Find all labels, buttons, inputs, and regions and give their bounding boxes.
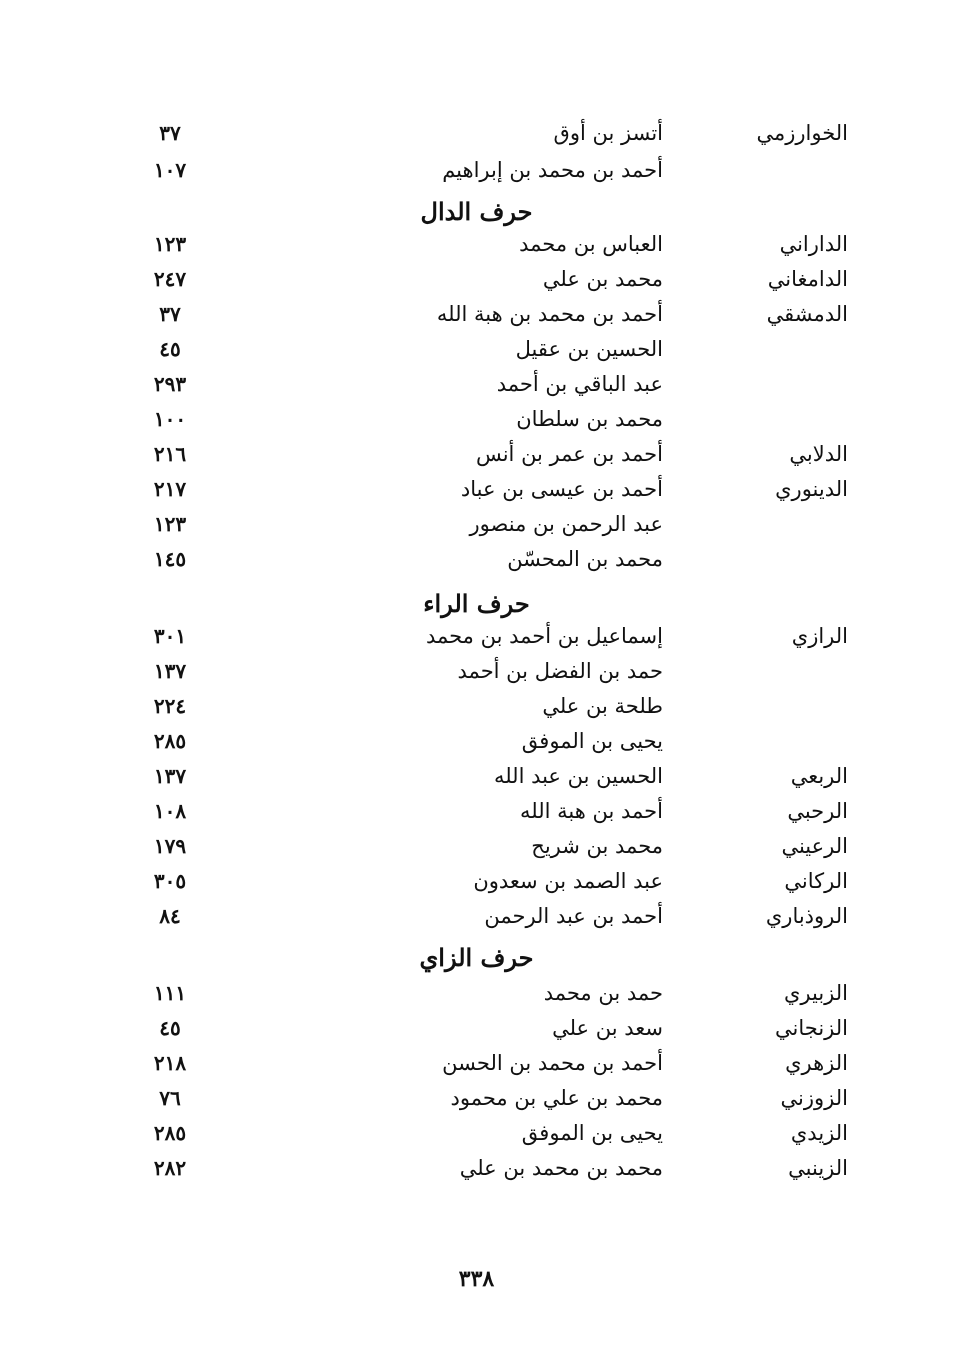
entry-name: محمد بن علي <box>542 267 663 291</box>
index-entry <box>0 332 953 366</box>
entry-name: أحمد بن عيسى بن عباد <box>460 477 663 501</box>
entry-name: حمد بن الفضل بن أحمد <box>457 659 663 683</box>
entry-nisba: الزوزني <box>780 1086 848 1110</box>
index-entry <box>0 542 953 576</box>
index-entry <box>0 1011 953 1045</box>
entry-nisba: الدامغاني <box>767 267 848 291</box>
entry-page: ١٤٥ <box>153 547 187 571</box>
entry-page: ٧٦ <box>159 1086 181 1110</box>
index-entry <box>0 829 953 863</box>
index-entry <box>0 507 953 541</box>
entry-name: أحمد بن عبد الرحمن <box>484 904 663 928</box>
entry-page: ٢١٧ <box>153 477 187 501</box>
entry-name: عبد الصمد بن سعدون <box>473 869 663 893</box>
entry-nisba: الروذباري <box>765 904 848 928</box>
entry-nisba: الزبيري <box>783 981 848 1005</box>
entry-page: ٢٨٥ <box>153 729 187 753</box>
entry-name: أحمد بن عمر بن أنس <box>475 442 663 466</box>
entry-page: ٣٠٥ <box>153 869 187 893</box>
entry-page: ٤٥ <box>159 1016 181 1040</box>
entry-nisba: الربعي <box>790 764 848 788</box>
index-entry <box>0 689 953 723</box>
index-entry <box>0 262 953 296</box>
index-entry <box>0 1081 953 1115</box>
entry-page: ١٢٣ <box>153 232 187 256</box>
entry-page: ٢٢٤ <box>153 694 187 718</box>
index-entry <box>0 794 953 828</box>
letter-heading: حرف الراء <box>423 589 530 618</box>
entry-name: عبد الباقي بن أحمد <box>496 372 663 396</box>
index-entry <box>0 402 953 436</box>
entry-name: يحيى بن الموفق <box>521 1121 663 1145</box>
entry-name: أتسز بن أوق <box>553 121 663 145</box>
entry-nisba: الرعيني <box>781 834 848 858</box>
index-entry <box>0 899 953 933</box>
page-number: ٣٣٨ <box>458 1266 495 1292</box>
entry-nisba: الدينوري <box>775 477 848 501</box>
entry-page: ٢٩٣ <box>153 372 187 396</box>
entry-page: ٢١٦ <box>153 442 187 466</box>
entry-page: ٣٧ <box>159 302 181 326</box>
entry-nisba: الدمشقي <box>766 302 848 326</box>
entry-nisba: الزينبي <box>788 1156 848 1180</box>
entry-name: عبد الرحمن بن منصور <box>469 512 663 536</box>
entry-page: ١١١ <box>153 981 187 1005</box>
index-entry <box>0 619 953 653</box>
entry-name: محمد بن سلطان <box>516 407 663 431</box>
entry-page: ٤٥ <box>159 337 181 361</box>
entry-page: ١٢٣ <box>153 512 187 536</box>
entry-name: طلحة بن علي <box>542 694 663 718</box>
index-entry <box>0 976 953 1010</box>
entry-page: ١٧٩ <box>153 834 187 858</box>
entry-name: الحسين بن عقيل <box>515 337 663 361</box>
index-entry <box>0 297 953 331</box>
entry-page: ٣٠١ <box>153 624 187 648</box>
index-entry <box>0 227 953 261</box>
entry-nisba: الزنجاني <box>775 1016 848 1040</box>
entry-nisba: الداراني <box>779 232 848 256</box>
entry-nisba: الدلابي <box>789 442 848 466</box>
index-entry <box>0 437 953 471</box>
entry-name: أحمد بن محمد بن هبة الله <box>436 302 663 326</box>
entry-page: ١٣٧ <box>153 659 187 683</box>
index-entry <box>0 367 953 401</box>
entry-page: ٢١٨ <box>153 1051 187 1075</box>
entry-page: ١٠٨ <box>153 799 187 823</box>
entry-page: ٢٨٥ <box>153 1121 187 1145</box>
entry-page: ٨٤ <box>159 904 181 928</box>
entry-name: الحسين بن عبد الله <box>493 764 663 788</box>
entry-name: العباس بن محمد <box>519 232 663 256</box>
entry-name: سعد بن علي <box>552 1016 663 1040</box>
index-entry <box>0 472 953 506</box>
index-entry <box>0 759 953 793</box>
entry-nisba: الرازي <box>791 624 848 648</box>
entry-page: ١٠٧ <box>153 158 187 182</box>
entry-name: إسماعيل بن أحمد بن محمد <box>425 624 663 648</box>
index-entry <box>0 153 953 187</box>
index-entry <box>0 1046 953 1080</box>
index-entry <box>0 1116 953 1150</box>
index-entry <box>0 116 953 150</box>
entry-page: ٢٤٧ <box>153 267 187 291</box>
entry-nisba: الخوارزمي <box>756 121 848 145</box>
entry-nisba: الزهري <box>785 1051 848 1075</box>
index-entry <box>0 864 953 898</box>
entry-name: أحمد بن هبة الله <box>520 799 663 823</box>
entry-name: محمد بن المحسّن <box>507 547 663 571</box>
entry-page: ١٠٠ <box>153 407 187 431</box>
letter-heading: حرف الزاي <box>419 943 534 972</box>
entry-name: يحيى بن الموفق <box>521 729 663 753</box>
entry-name: أحمد بن محمد بن الحسن <box>442 1051 663 1075</box>
entry-name: محمد بن شريح <box>531 834 663 858</box>
index-entry <box>0 1151 953 1185</box>
entry-nisba: الزيدي <box>790 1121 848 1145</box>
entry-name: أحمد بن محمد بن إبراهيم <box>442 158 663 182</box>
entry-page: ٢٨٢ <box>153 1156 187 1180</box>
entry-nisba: الركاني <box>784 869 848 893</box>
entry-name: حمد بن محمد <box>543 981 663 1005</box>
entry-page: ٣٧ <box>159 121 181 145</box>
letter-heading: حرف الدال <box>420 197 533 226</box>
entry-name: محمد بن علي بن محمود <box>450 1086 663 1110</box>
index-entry <box>0 724 953 758</box>
entry-nisba: الرحبي <box>787 799 848 823</box>
index-entry <box>0 654 953 688</box>
entry-page: ١٣٧ <box>153 764 187 788</box>
entry-name: محمد بن محمد بن علي <box>459 1156 663 1180</box>
